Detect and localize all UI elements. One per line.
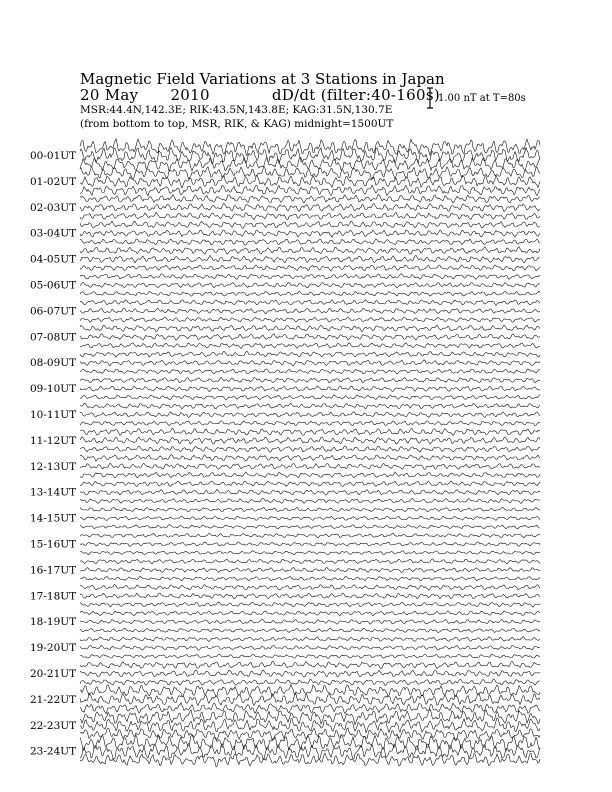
hour-label: 15-16UT <box>30 538 77 551</box>
station-trace-msr <box>80 498 540 503</box>
station-trace-rik <box>80 230 540 237</box>
station-trace-rik <box>80 282 540 288</box>
station-trace-rik <box>80 255 540 263</box>
station-trace-rik <box>80 489 540 495</box>
hour-label: 12-13UT <box>30 460 77 473</box>
station-trace-kag <box>80 377 540 383</box>
station-trace-rik <box>80 693 540 705</box>
station-trace-msr <box>80 421 540 426</box>
station-trace-msr <box>80 239 540 245</box>
station-trace-msr <box>80 291 540 296</box>
station-trace-rik <box>80 568 540 573</box>
station-trace-msr <box>80 472 540 478</box>
station-trace-kag <box>80 661 540 668</box>
station-trace-msr <box>80 212 540 219</box>
hour-label: 11-12UT <box>30 434 77 447</box>
station-trace-msr <box>80 703 540 714</box>
year-label: 2010 <box>170 86 210 104</box>
quantity-label: dD/dt <box>271 86 316 104</box>
scale-label: 1.00 nT at T=80s <box>438 93 526 104</box>
station-trace-rik <box>80 175 540 188</box>
station-trace-rik <box>80 437 540 444</box>
station-trace-msr <box>80 654 540 658</box>
date-label: 20 May <box>80 86 139 104</box>
order-note: (from bottom to top, MSR, RIK, & KAG) midnight=1500UT <box>80 118 394 130</box>
station-trace-kag <box>80 300 540 306</box>
hour-label: 17-18UT <box>30 590 77 603</box>
station-trace-kag <box>80 428 540 435</box>
station-trace-kag <box>80 166 540 179</box>
station-trace-rik <box>80 593 540 599</box>
station-trace-kag <box>80 507 540 512</box>
station-trace-msr <box>80 602 540 607</box>
hour-label: 01-02UT <box>30 175 77 188</box>
station-trace-kag <box>80 403 540 409</box>
hour-label: 18-19UT <box>30 616 77 629</box>
hour-label: 10-11UT <box>30 409 77 421</box>
hour-label: 00-01UT <box>30 150 77 162</box>
station-trace-rik <box>80 412 540 418</box>
station-trace-kag <box>80 325 540 332</box>
station-trace-rik <box>80 619 540 624</box>
station-trace-kag <box>80 637 540 642</box>
hour-label: 16-17UT <box>30 564 77 577</box>
station-trace-msr <box>80 185 540 196</box>
station-trace-rik <box>80 542 540 547</box>
station-trace-msr <box>80 679 540 685</box>
station-trace-kag <box>80 481 540 487</box>
station-trace-kag <box>80 195 540 203</box>
hour-label: 14-15UT <box>30 512 77 525</box>
hour-label: 19-20UT <box>30 642 77 655</box>
station-trace-msr <box>80 551 540 555</box>
station-trace-rik <box>80 463 540 469</box>
station-trace-msr <box>80 525 540 529</box>
hour-label: 06-07UT <box>30 305 77 318</box>
station-trace-msr <box>80 576 540 581</box>
station-trace-msr <box>80 446 540 453</box>
filter-label: (filter:40-160s) <box>320 86 440 104</box>
station-trace-msr <box>80 369 540 374</box>
hour-label: 22-23UT <box>30 719 77 732</box>
station-trace-rik <box>80 645 540 650</box>
hour-label: 07-08UT <box>30 331 77 344</box>
station-trace-kag <box>80 709 540 724</box>
station-trace-kag <box>80 559 540 564</box>
station-trace-rik <box>80 203 540 211</box>
hour-label: 09-10UT <box>30 383 77 396</box>
station-trace-msr <box>80 317 540 322</box>
station-trace-kag <box>80 533 540 538</box>
station-trace-kag <box>80 455 540 461</box>
station-trace-kag <box>80 274 540 280</box>
station-trace-rik <box>80 516 540 521</box>
hour-label: 02-03UT <box>30 201 77 214</box>
station-trace-kag <box>80 247 540 254</box>
hour-label: 13-14UT <box>30 486 77 499</box>
hour-label: 04-05UT <box>30 253 77 266</box>
station-trace-kag <box>80 585 540 591</box>
station-trace-kag <box>80 734 540 751</box>
scale-bar <box>427 88 433 108</box>
station-trace-kag <box>80 221 540 228</box>
hour-label: 20-21UT <box>30 668 77 680</box>
station-trace-kag <box>80 685 540 697</box>
station-trace-kag <box>80 611 540 616</box>
hour-label: 03-04UT <box>30 227 77 240</box>
station-trace-msr <box>80 265 540 271</box>
station-trace-msr <box>80 628 540 633</box>
station-trace-rik <box>80 308 540 314</box>
hour-label: 05-06UT <box>30 279 77 292</box>
station-trace-rik <box>80 334 540 341</box>
hour-label: 08-09UT <box>30 357 77 370</box>
station-trace-msr <box>80 157 540 171</box>
station-trace-rik <box>80 670 540 677</box>
station-trace-msr <box>80 395 540 400</box>
station-trace-rik <box>80 386 540 392</box>
stations-label: MSR:44.4N,142.3E; RIK:43.5N,143.8E; KAG:31.5N,130.7E <box>80 104 393 116</box>
hour-label: 21-22UT <box>30 693 77 706</box>
chart-title: Magnetic Field Variations at 3 Stations in Japan <box>80 70 445 88</box>
station-trace-rik <box>80 360 540 366</box>
station-trace-kag <box>80 351 540 357</box>
station-trace-msr <box>80 343 540 349</box>
hour-label: 23-24UT <box>30 745 77 758</box>
